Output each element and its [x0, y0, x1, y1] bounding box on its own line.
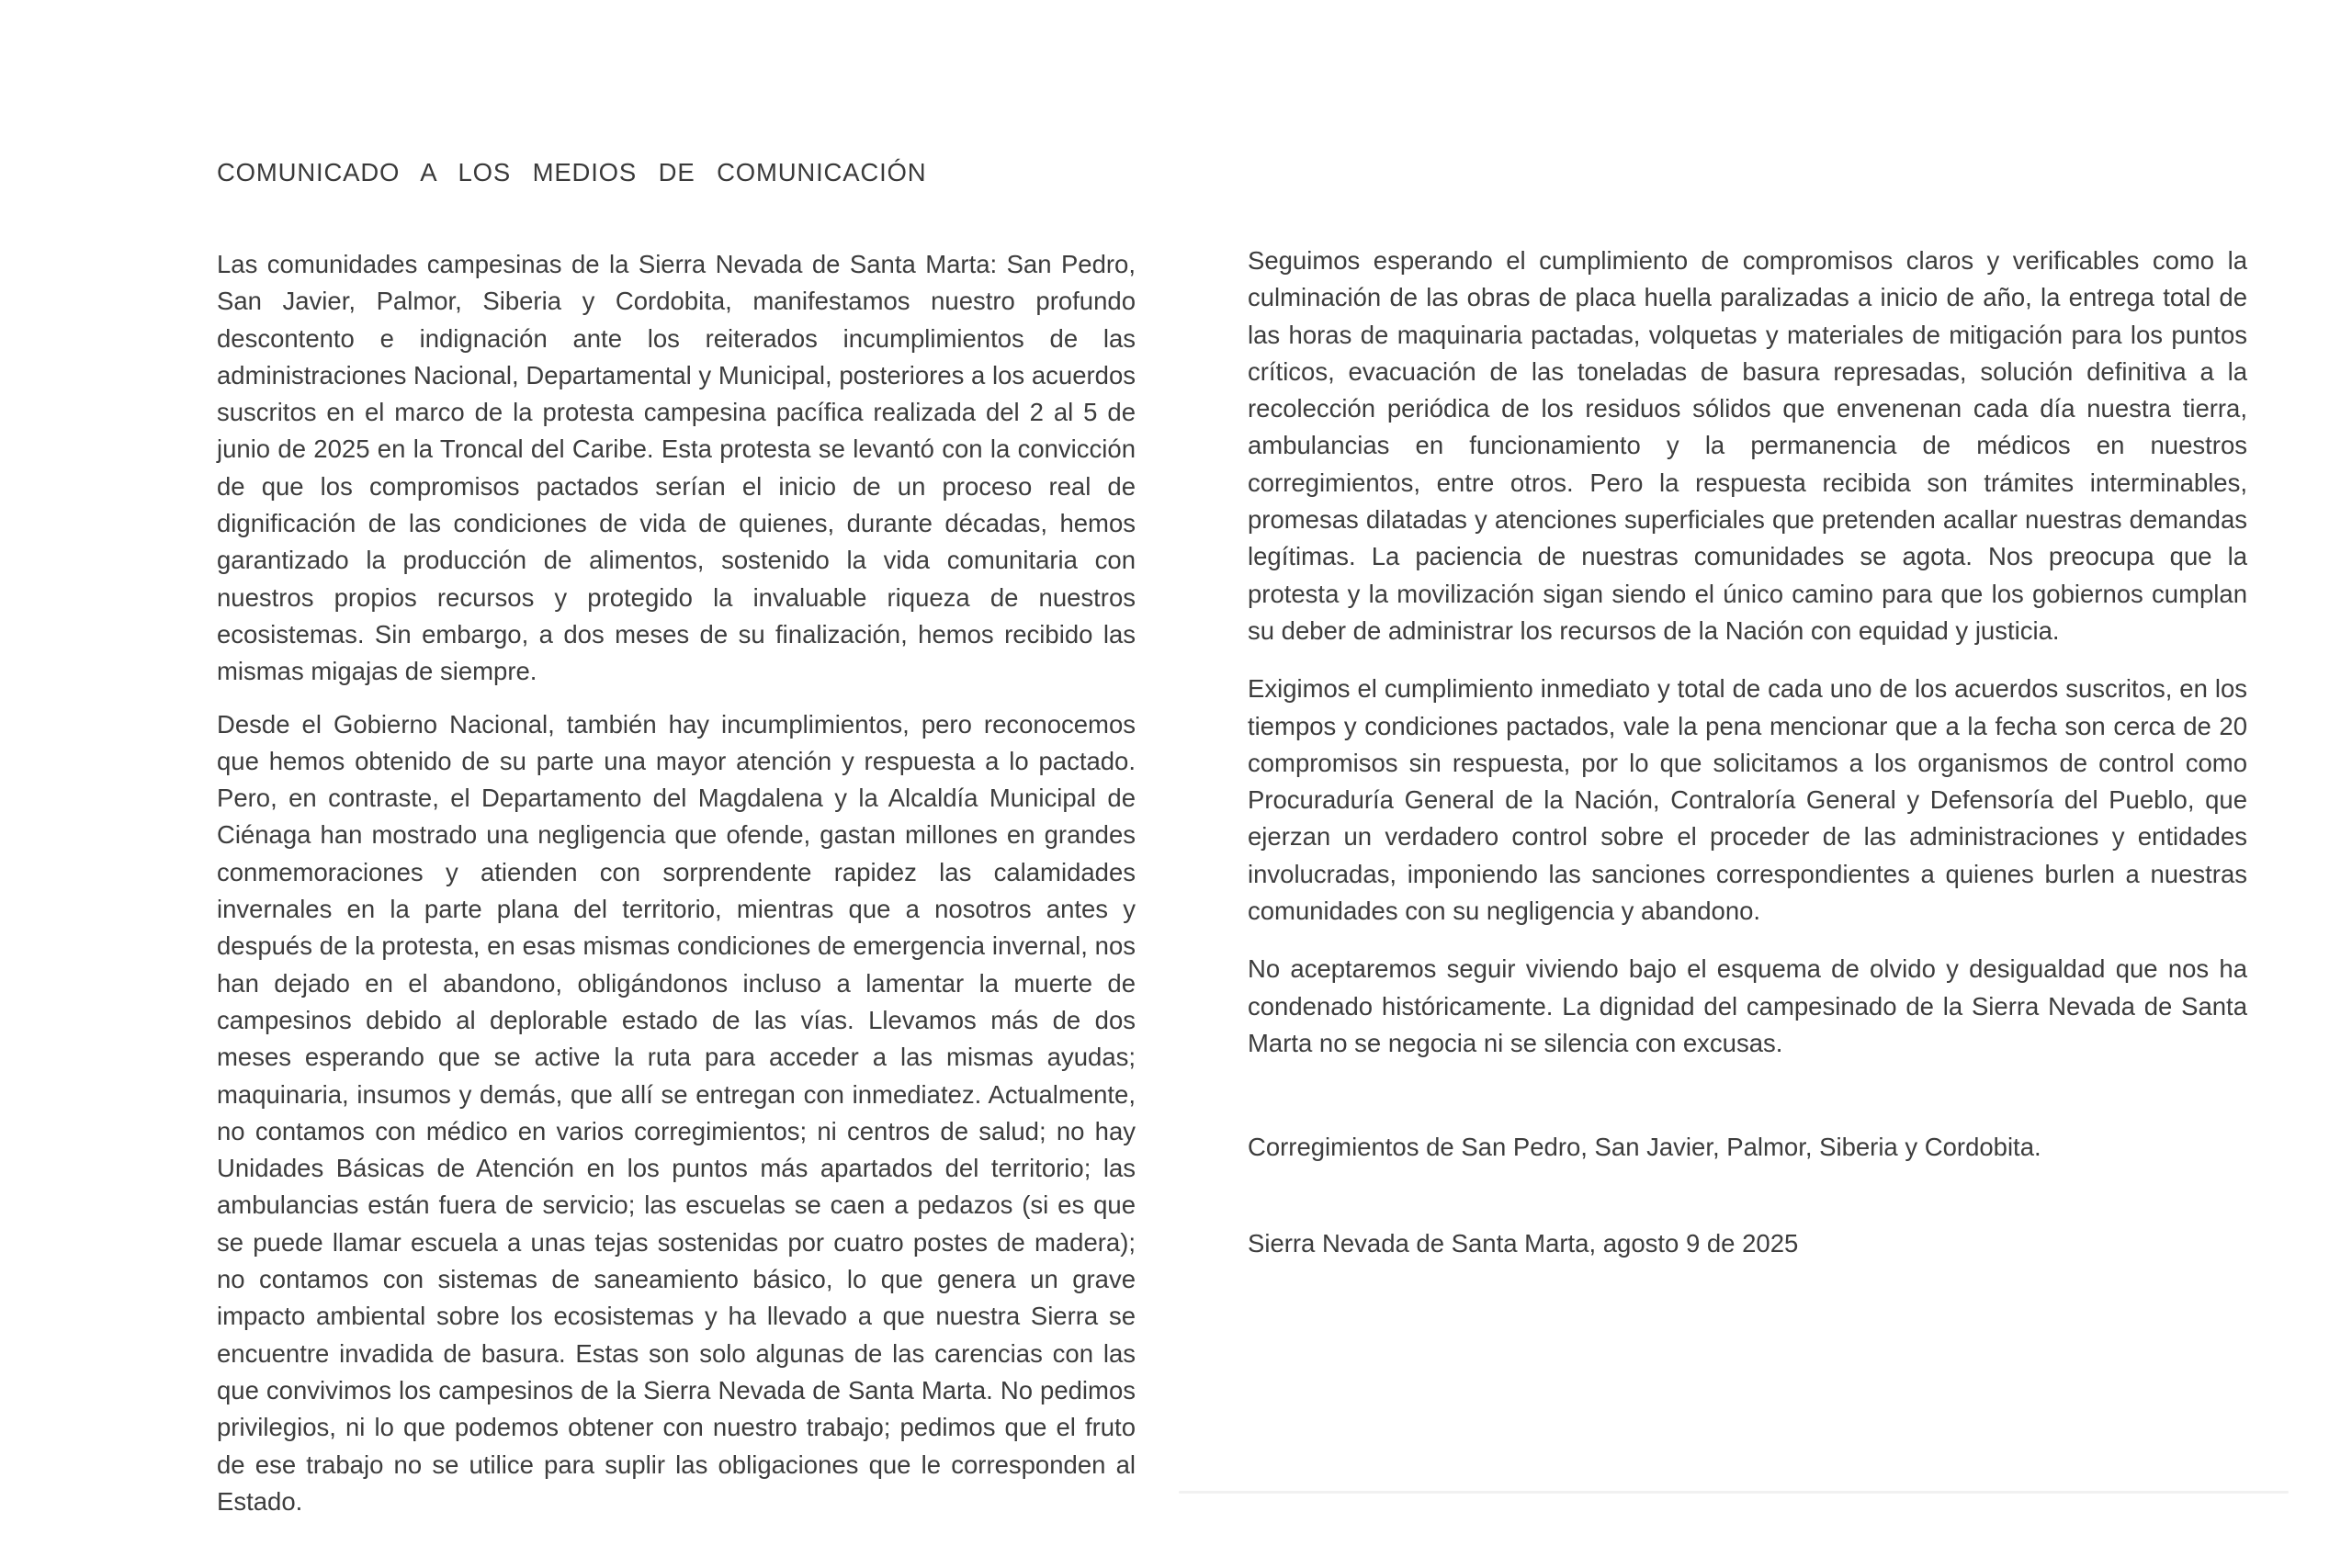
signature-line: Corregimientos de San Pedro, San Javier, Palmor, Siberia y Cordobita.: [1248, 1133, 2041, 1162]
right-column: [1248, 243, 2247, 1283]
left-column: [217, 246, 1136, 1536]
paragraph-right-2: Exigimos el cumplimiento inmediato y total de cada uno de los acuerdos suscritos, en los tiempos y condiciones pactados, vale la pena mencionar que a la fecha son cerca de 20 compromisos sin respuesta, por lo que solicitamos a los organismos de control como Procuraduría General de la Nación, Contraloría General y Defensoría del Pueblo, que ejerzan un verdadero control sobre el proceder de las administraciones y entidades involucradas, imponiendo las sanciones correspondientes a quienes burlen a nuestras comunidades con su negligencia y abandono.: [1248, 674, 2247, 926]
page-bottom-divider: [1179, 1491, 2289, 1494]
paragraph-right-1: Seguimos esperando el cumplimiento de compromisos claros y verificables como la culminación de las obras de placa huella paralizadas a inicio de año, la entrega total de las horas de maquinaria pactadas, volquetas y materiales de mitigación para los puntos críticos, evacuación de las toneladas de basura represadas, solución definitiva a la recolección periódica de los residuos sólidos que envenenan cada día nuestra tierra, ambulancias en funcionamiento y la permanencia de médicos en nuestros corregimientos, entre otros. Pero la respuesta recibida son trámites interminables, promesas dilatadas y atenciones superficiales que pretenden acallar nuestras demandas legítimas. La paciencia de nuestras comunidades se agota. Nos preocupa que la protesta y la movilización sigan siendo el único camino para que los gobiernos cumplan su deber de administrar los recursos de la Nación con equidad y justicia.: [1248, 246, 2247, 645]
paragraph-left-2: Desde el Gobierno Nacional, también hay incumplimientos, pero reconocemos que hemos obtenido de su parte una mayor atención y respuesta a lo pactado. Pero, en contraste, el Departamento del Magdalena y la Alcaldía Municipal de Ciénaga han mostrado una negligencia que ofende, gastan millones en grandes conmemoraciones y atienden con sorprendente rapidez las calamidades invernales en la parte plana del territorio, mientras que a nosotros antes y después de la protesta, en esas mismas condiciones de emergencia invernal, nos han dejado en el abandono, obligándonos incluso a lamentar la muerte de campesinos debido al deplorable estado de las vías. Llevamos más de dos meses esperando que se active la ruta para acceder a las mismas ayudas; maquinaria, insumos y demás, que allí se entregan con inmediatez. Actualmente, no contamos con médico en varios corregimientos; ni centros de salud; no hay Unidades Básicas de Atención en los puntos más apartados del territorio; las ambulancias están fuera de servicio; las escuelas se caen a pedazos (si es que se puede llamar escuela a unas tejas sostenidas por cuatro postes de madera); no contamos con sistemas de saneamiento básico, lo que genera un grave impacto ambiental sobre los ecosistemas y ha llevado a que nuestra Sierra se encuentre invadida de basura. Estas son solo algunas de las carencias con las que convivimos los campesinos de la Sierra Nevada de Santa Marta. No pedimos privilegios, ni lo que podemos obtener con nuestro trabajo; pedimos que el fruto de ese trabajo no se utilice para suplir las obligaciones que le corresponden al Estado.: [217, 709, 1136, 1516]
document-title: COMUNICADO A LOS MEDIOS DE COMUNICACIÓN: [217, 158, 927, 186]
paragraph-left-1: Las comunidades campesinas de la Sierra Nevada de Santa Marta: San Pedro, San Javier, Palmor, Siberia y Cordobita, manifestamos nuestro profundo descontento e indignación ante los reiterados incumplimientos de las administraciones Nacional, Departamental y Municipal, posteriores a los acuerdos suscritos en el marco de la protesta campesina pacífica realizada del 2 al 5 de junio de 2025 en la Troncal del Caribe. Esta protesta se levantó con la convicción de que los compromisos pactados serían el inicio de un proceso real de dignificación de las condiciones de vida de quienes, durante décadas, hemos garantizado la producción de alimentos, sostenido la vida comunitaria con nuestros propios recursos y protegido la invaluable riqueza de nuestros ecosistemas. Sin embargo, a dos meses de su finalización, hemos recibido las mismas migajas de siempre.: [217, 250, 1136, 686]
paragraph-right-3: No aceptaremos seguir viviendo bajo el esquema de olvido y desigualdad que nos ha condenado históricamente. La dignidad del campesinado de la Sierra Nevada de Santa Marta no se negocia ni se silencia con excusas.: [1248, 954, 2247, 1057]
dateline: Sierra Nevada de Santa Marta, agosto 9 de 2025: [1248, 1228, 1799, 1258]
